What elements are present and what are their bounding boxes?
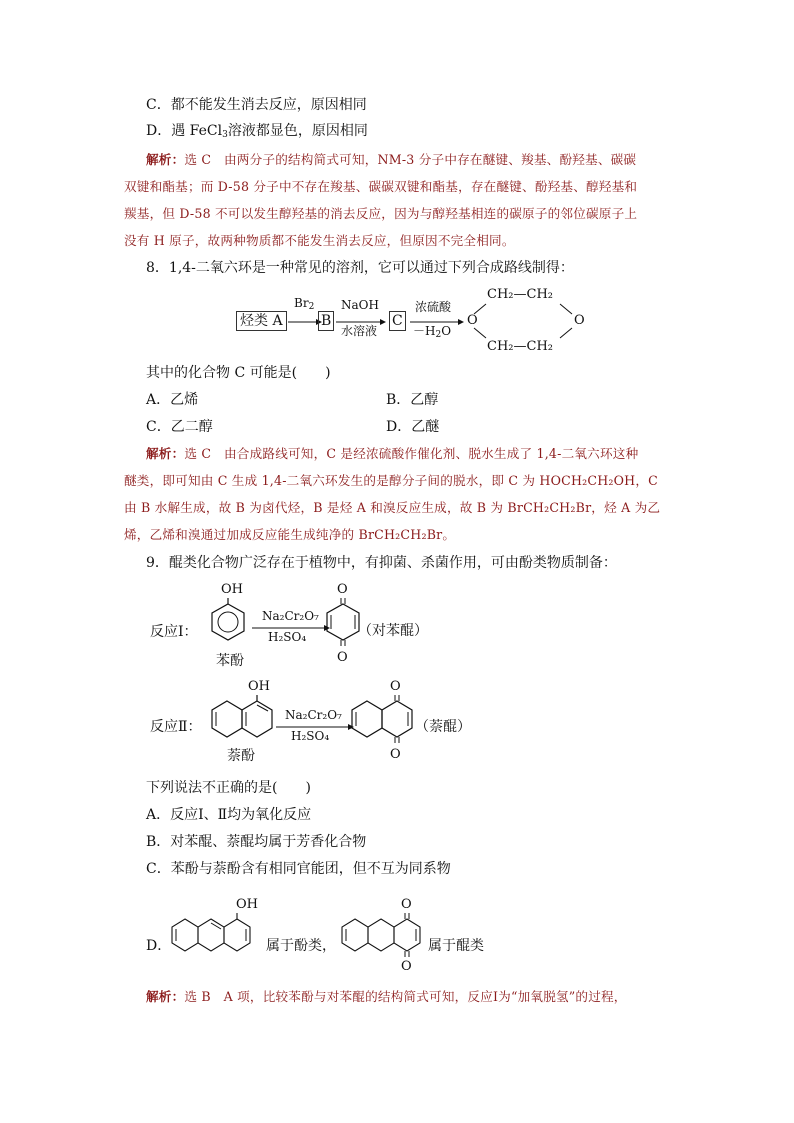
q7-option-d-sub: 3 bbox=[222, 130, 228, 140]
minus-h-text: －H bbox=[413, 324, 436, 338]
reagent-conc-h2so4: 浓硫酸 bbox=[415, 300, 452, 314]
reaction-2-acid: H₂SO₄ bbox=[291, 729, 330, 743]
anthraquinone-rings bbox=[340, 915, 435, 965]
dioxane-oxygen-left: O bbox=[467, 313, 478, 328]
reaction-1-label: 反应Ⅰ： bbox=[150, 624, 198, 640]
reaction-1-product-name: （对苯醌） bbox=[358, 623, 428, 639]
q9-option-a: A．反应Ⅰ、Ⅱ均为氧化反应 bbox=[146, 807, 312, 823]
q8-analysis-line-4: 烯，乙烯和溴通过加成反应能生成纯净的 BrCH₂CH₂Br。 bbox=[124, 527, 456, 542]
dioxane-top-chain: CH₂—CH₂ bbox=[487, 287, 553, 302]
q8-analysis-line-2: 醚类，即可知由 C 生成 1,4-二氧六环发生的是醇分子间的脱水，即 C 为 HOCH₂CH₂OH，C bbox=[124, 473, 658, 488]
dioxane-bonds bbox=[466, 292, 586, 352]
anthrol-oh: OH bbox=[236, 897, 258, 912]
reagent-br2-text: Br bbox=[294, 296, 309, 310]
q8-option-d: D．乙醚 bbox=[386, 419, 440, 435]
analysis-label: 解析： bbox=[146, 989, 185, 1004]
benzoquinone-o-bottom: O bbox=[337, 650, 348, 665]
anthraquinone-o-bottom: O bbox=[401, 959, 412, 974]
naphthol-oh: OH bbox=[248, 679, 270, 694]
q7-analysis-line-3: 羰基，但 D-58 不可以发生醇羟基的消去反应，因为与醇羟基相连的碳原子的邻位碳原子上 bbox=[124, 206, 638, 221]
reagent-br2-sub: 2 bbox=[308, 302, 315, 312]
compound-b-box: B bbox=[318, 311, 334, 331]
q7-option-c: C．都不能发生消去反应，原因相同 bbox=[146, 97, 367, 113]
analysis-text: 选 C 由两分子的结构简式可知，NM-3 分子中存在醚键、羧基、酚羟基、碳碳 bbox=[184, 152, 637, 167]
naphthoquinone-o-top: O bbox=[390, 679, 401, 694]
naphthol-rings bbox=[210, 697, 280, 743]
naphthoquinone-rings bbox=[350, 697, 420, 747]
minus-o-text: O bbox=[441, 324, 452, 338]
reagent-aqueous: 水溶液 bbox=[341, 324, 378, 338]
dioxane-oxygen-right: O bbox=[574, 313, 585, 328]
analysis-text: 选 B A 项，比较苯酚与对苯醌的结构简式可知，反应Ⅰ为“加氧脱氢”的过程， bbox=[184, 989, 627, 1004]
analysis-text: 选 C 由合成路线可知，C 是经浓硫酸作催化剂、脱水生成了 1,4-二氧六环这种 bbox=[184, 446, 639, 461]
compound-c-box: C bbox=[389, 311, 406, 331]
minus-h-sub: 2 bbox=[435, 330, 442, 340]
analysis-label: 解析： bbox=[146, 152, 185, 167]
reaction-2-oxidant: Na₂Cr₂O₇ bbox=[285, 708, 342, 722]
dioxane-bottom-chain: CH₂—CH₂ bbox=[487, 339, 553, 354]
q9-analysis-line-1 bbox=[146, 987, 627, 1007]
q8-option-c: C．乙二醇 bbox=[146, 419, 213, 435]
q8-option-a: A．乙烯 bbox=[146, 392, 199, 408]
q8-option-b: B．乙醇 bbox=[386, 392, 439, 408]
q7-option-d bbox=[146, 121, 368, 145]
reaction-2-label: 反应Ⅱ： bbox=[150, 719, 202, 735]
q8-analysis-line-1 bbox=[146, 444, 638, 464]
q7-option-d-pre: D．遇 FeCl bbox=[146, 123, 223, 139]
benzoquinone-o-top: O bbox=[337, 582, 348, 597]
q9-option-d-phenol-text: 属于酚类， bbox=[266, 938, 336, 954]
q9-question: 下列说法不正确的是( ) bbox=[146, 780, 311, 796]
reaction-2-product-name: （萘醌） bbox=[415, 719, 471, 735]
q7-analysis-line-4: 没有 H 原子，故两种物质都不能发生消去反应，但原因不完全相同。 bbox=[124, 233, 515, 248]
q7-analysis-line-2: 双键和酯基；而 D-58 分子中不存在羧基、碳碳双键和酯基，存在醚键、酚羟基、醇羟基和 bbox=[124, 179, 638, 194]
q7-analysis-line-1 bbox=[146, 150, 636, 170]
naphthol-name: 萘酚 bbox=[227, 748, 255, 764]
q8-analysis-line-3: 由 B 水解生成，故 B 为卤代烃，B 是烃 A 和溴反应生成，故 B 为 BrCH₂CH₂Br，烃 A 为乙 bbox=[124, 500, 661, 515]
phenol-oh: OH bbox=[221, 582, 243, 597]
q9-option-d-label: D． bbox=[146, 938, 172, 954]
anthraquinone-o-top: O bbox=[401, 897, 412, 912]
analysis-label: 解析： bbox=[146, 446, 185, 461]
q8-stem: 8．1,4-二氧六环是一种常见的溶剂，它可以通过下列合成路线制得： bbox=[146, 260, 574, 276]
reagent-naoh: NaOH bbox=[341, 298, 379, 312]
q9-stem: 9．醌类化合物广泛存在于植物中，有抑菌、杀菌作用，可由酚类物质制备： bbox=[146, 555, 617, 571]
q7-option-d-post: 溶液都显色，原因相同 bbox=[227, 123, 368, 139]
q8-question: 其中的化合物 C 可能是( ) bbox=[146, 365, 331, 381]
reaction-1-acid: H₂SO₄ bbox=[268, 630, 307, 644]
reagent-br2 bbox=[294, 296, 314, 312]
reaction-1-oxidant: Na₂Cr₂O₇ bbox=[262, 609, 319, 623]
phenol-name: 苯酚 bbox=[216, 653, 244, 669]
compound-a-box: 烃类 A bbox=[236, 311, 287, 331]
q9-option-c: C．苯酚与萘酚含有相同官能团，但不互为同系物 bbox=[146, 861, 451, 877]
reagent-minus-water bbox=[413, 322, 451, 340]
q9-option-d-quinone-text: 属于醌类 bbox=[428, 938, 484, 954]
phenol-ring bbox=[210, 600, 250, 646]
naphthoquinone-o-bottom: O bbox=[390, 747, 401, 762]
q9-option-b: B．对苯醌、萘醌均属于芳香化合物 bbox=[146, 834, 367, 850]
anthrol-rings bbox=[170, 915, 265, 961]
